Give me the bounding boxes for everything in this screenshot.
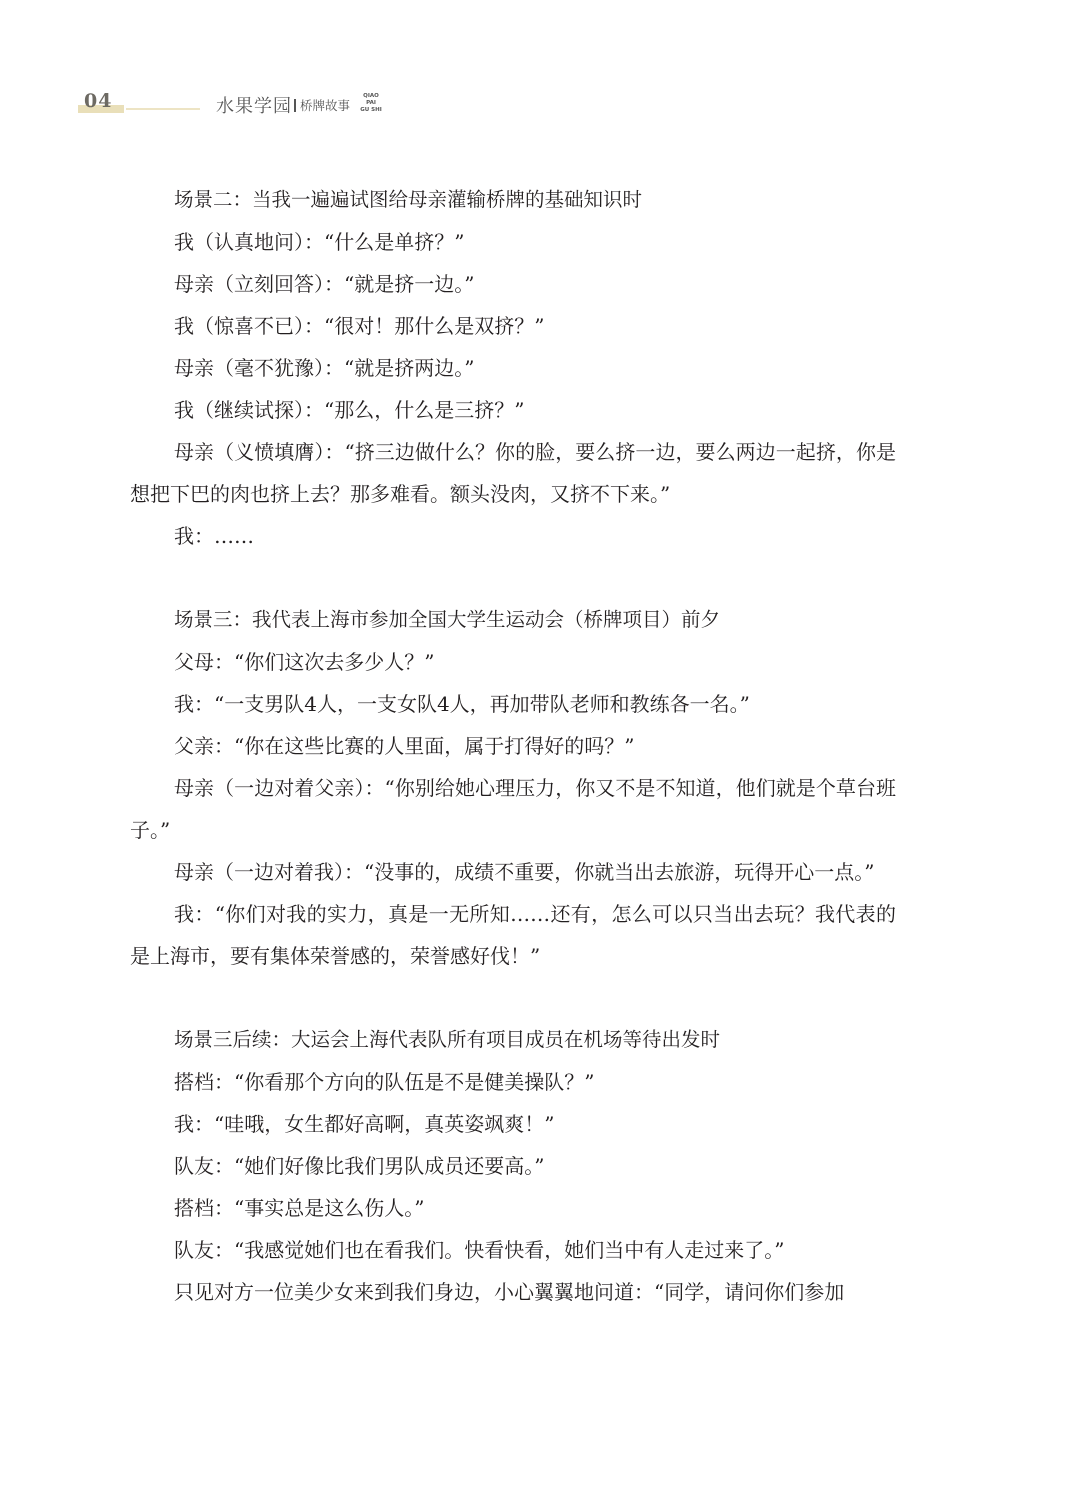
scene-3-followup-line-3: 队友：“她们好像比我们男队成员还要高。” [174,1154,545,1178]
section-gap [130,977,896,1019]
scene-3-line-1: 父母：“你们这次去多少人？” [174,650,435,674]
scene-2-line-1: 我（认真地问）：“什么是单挤？” [174,230,465,254]
section-pinyin-line-2: GU SHI [360,107,382,113]
section-name: 桥牌故事 [300,98,351,113]
scene-3-followup-line-5: 队友：“我感觉她们也在看我们。快看快看，她们当中有人走过来了。” [174,1238,785,1262]
scene-3-line-3: 父亲：“你在这些比赛的人里面，属于打得好的吗？” [174,734,635,758]
header-rule [126,108,200,110]
article-body [130,179,896,1313]
scene-2-line-6: 母亲（义愤填膺）：“挤三边做什么？你的脸，要么挤一边，要么两边一起挤，你是想把下巴的肉也挤上去？那多难看。额头没肉，又挤不下来。” [130,440,896,506]
page-number: 04 [84,90,113,112]
scene-3-followup-title: 场景三后续：大运会上海代表队所有项目成员在机场等待出发时 [174,1028,721,1051]
section-name-pinyin [358,93,384,114]
section-gap [130,557,896,599]
magazine-name: 水果学园 [216,96,292,117]
scene-3-line-2: 我：“一支男队4人，一支女队4人，再加带队老师和教练各一名。” [174,692,750,716]
scene-3-title: 场景三：我代表上海市参加全国大学生运动会（桥牌项目）前夕 [174,608,721,631]
scene-3-line-5: 母亲（一边对着我）：“没事的，成绩不重要，你就当出去旅游，玩得开心一点。” [174,860,875,884]
scene-2-line-7: 我：…… [174,524,254,548]
scene-3-line-4: 母亲（一边对着父亲）：“你别给她心理压力，你又不是不知道，他们就是个草台班子。” [130,776,896,842]
scene-3-followup-line-2: 我：“哇哦，女生都好高啊，真英姿飒爽！” [174,1112,555,1136]
header-separator [294,99,296,112]
scene-2-line-4: 母亲（毫不犹豫）：“就是挤两边。” [174,356,475,380]
scene-2-title: 场景二：当我一遍遍试图给母亲灌输桥牌的基础知识时 [174,188,643,211]
scene-3-followup-line-1: 搭档：“你看那个方向的队伍是不是健美操队？” [174,1070,595,1094]
scene-3-line-6: 我：“你们对我的实力，真是一无所知……还有，怎么可以只当出去玩？我代表的是上海市，要有集体荣誉感的，荣誉感好伐！” [130,902,896,968]
scene-2-line-2: 母亲（立刻回答）：“就是挤一边。” [174,272,475,296]
section-pinyin-line-1: QIAO PAI [363,93,379,106]
scene-3-followup-line-4: 搭档：“事实总是这么伤人。” [174,1196,425,1220]
running-header [78,90,478,118]
scene-2-line-5: 我（继续试探）：“那么，什么是三挤？” [174,398,525,422]
scene-3-followup-line-6: 只见对方一位美少女来到我们身边，小心翼翼地问道：“同学，请问你们参加 [174,1280,845,1304]
scene-2-line-3: 我（惊喜不已）：“很对！那什么是双挤？” [174,314,545,338]
